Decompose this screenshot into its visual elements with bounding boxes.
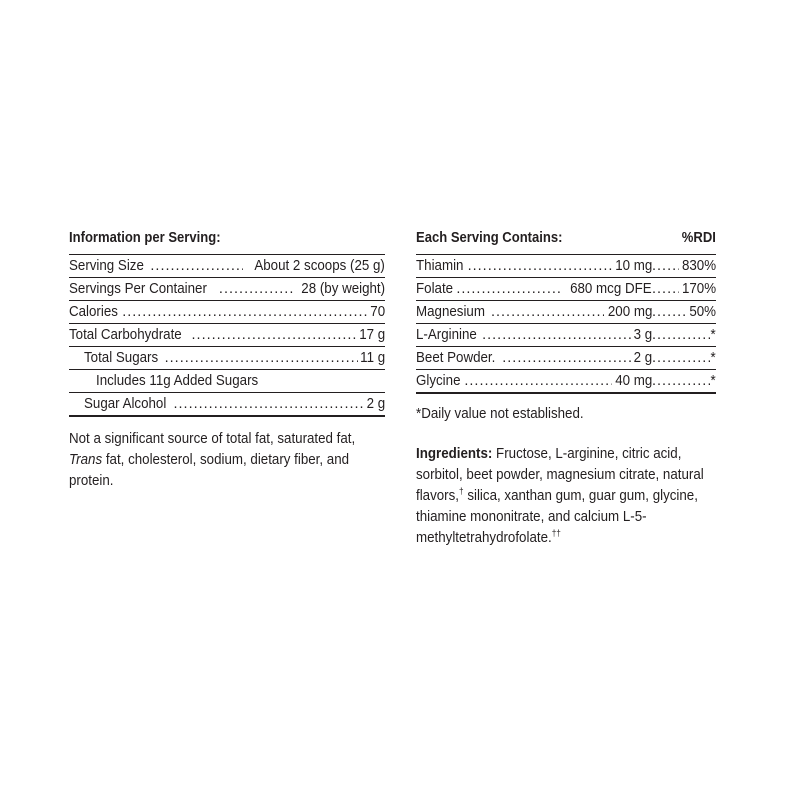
row-label: Includes 11g Added Sugars <box>96 373 259 389</box>
row-rdi: * <box>710 327 716 343</box>
row-label: L-Arginine <box>416 327 477 343</box>
row-label: Total Sugars <box>84 350 159 366</box>
row-rdi: 170% <box>681 281 716 297</box>
row-label: Folate <box>416 281 454 297</box>
sugar-alcohol-row <box>69 393 385 417</box>
magnesium-row <box>416 301 716 324</box>
leader-dots <box>122 301 369 323</box>
leader-dots <box>502 347 632 369</box>
row-rdi: * <box>710 373 716 389</box>
rdi-header: %RDI <box>681 230 716 246</box>
dagger-mark: † <box>459 486 464 497</box>
row-amount: 10 mg <box>614 258 652 274</box>
leader-dots <box>173 393 364 415</box>
serving-size-row <box>69 255 385 278</box>
row-rdi: 830% <box>681 258 716 274</box>
disclaimer-note <box>69 429 382 492</box>
servings-per-container-row <box>69 278 385 301</box>
thiamin-row <box>416 255 716 278</box>
ingredients-text-2: silica, xanthan gum, guar gum, glycine, thiamine mononitrate, and calcium L-5-methyltetrahydrofolate. <box>416 488 698 546</box>
ingredients-list <box>416 444 720 549</box>
row-rdi: * <box>710 350 716 366</box>
leader-dots <box>219 278 294 300</box>
row-label: Thiamin <box>416 258 464 274</box>
row-amount: 680 mcg DFE <box>570 281 652 297</box>
row-label: Serving Size <box>69 258 144 274</box>
contents-header <box>416 228 716 248</box>
glycine-row <box>416 370 716 394</box>
row-amount: 3 g <box>633 327 652 343</box>
nutrition-info-panel <box>69 228 385 492</box>
row-value: 2 g <box>366 396 385 412</box>
row-amount: 40 mg <box>614 373 652 389</box>
info-per-serving-title: Information per Serving: <box>69 230 221 246</box>
calories-row <box>69 301 385 324</box>
row-label: Total Carbohydrate <box>69 327 182 343</box>
leader-dots <box>192 324 357 346</box>
leader-dots <box>150 255 243 277</box>
note-prefix: Not a significant source of total fat, saturated fat, <box>69 431 356 447</box>
row-value: About 2 scoops (25 g) <box>254 258 385 274</box>
ingredients-text-1: Fructose, L-arginine, citric acid, sorbitol, beet powder, magnesium citrate, natural flavors, <box>416 446 704 504</box>
row-value: 70 <box>370 304 385 320</box>
leader-dots <box>456 278 563 300</box>
row-rdi: 50% <box>689 304 716 320</box>
daily-value-footnote: *Daily value not established. <box>416 406 584 422</box>
row-label: Magnesium <box>416 304 485 320</box>
leader-dots <box>468 255 612 277</box>
ingredients-label: Ingredients: <box>416 446 493 462</box>
row-value: 11 g <box>360 350 385 366</box>
each-serving-title: Each Serving Contains: <box>416 230 563 246</box>
folate-row <box>416 278 716 301</box>
row-amount: 2 g <box>633 350 652 366</box>
row-label: Servings Per Container <box>69 281 207 297</box>
total-carbohydrate-row <box>69 324 385 347</box>
leader-dots <box>165 347 358 369</box>
leader-dots <box>491 301 604 323</box>
row-label: Beet Powder. <box>416 350 496 366</box>
serving-contents-panel <box>416 228 716 549</box>
beet-powder-row <box>416 347 716 370</box>
row-amount: 200 mg <box>607 304 652 320</box>
added-sugars-row <box>69 370 385 393</box>
row-value: 17 g <box>359 327 385 343</box>
row-label: Calories <box>69 304 118 320</box>
leader-dots <box>464 370 611 392</box>
row-label: Glycine <box>416 373 461 389</box>
row-value: 28 (by weight) <box>301 281 385 297</box>
double-dagger-mark: †† <box>551 528 561 539</box>
note-italic: Trans <box>69 452 103 468</box>
row-label: Sugar Alcohol <box>84 396 167 412</box>
note-suffix: fat, cholesterol, sodium, dietary fiber, and protein. <box>69 452 350 489</box>
leader-dots <box>482 324 632 346</box>
total-sugars-row <box>69 347 385 370</box>
l-arginine-row <box>416 324 716 347</box>
